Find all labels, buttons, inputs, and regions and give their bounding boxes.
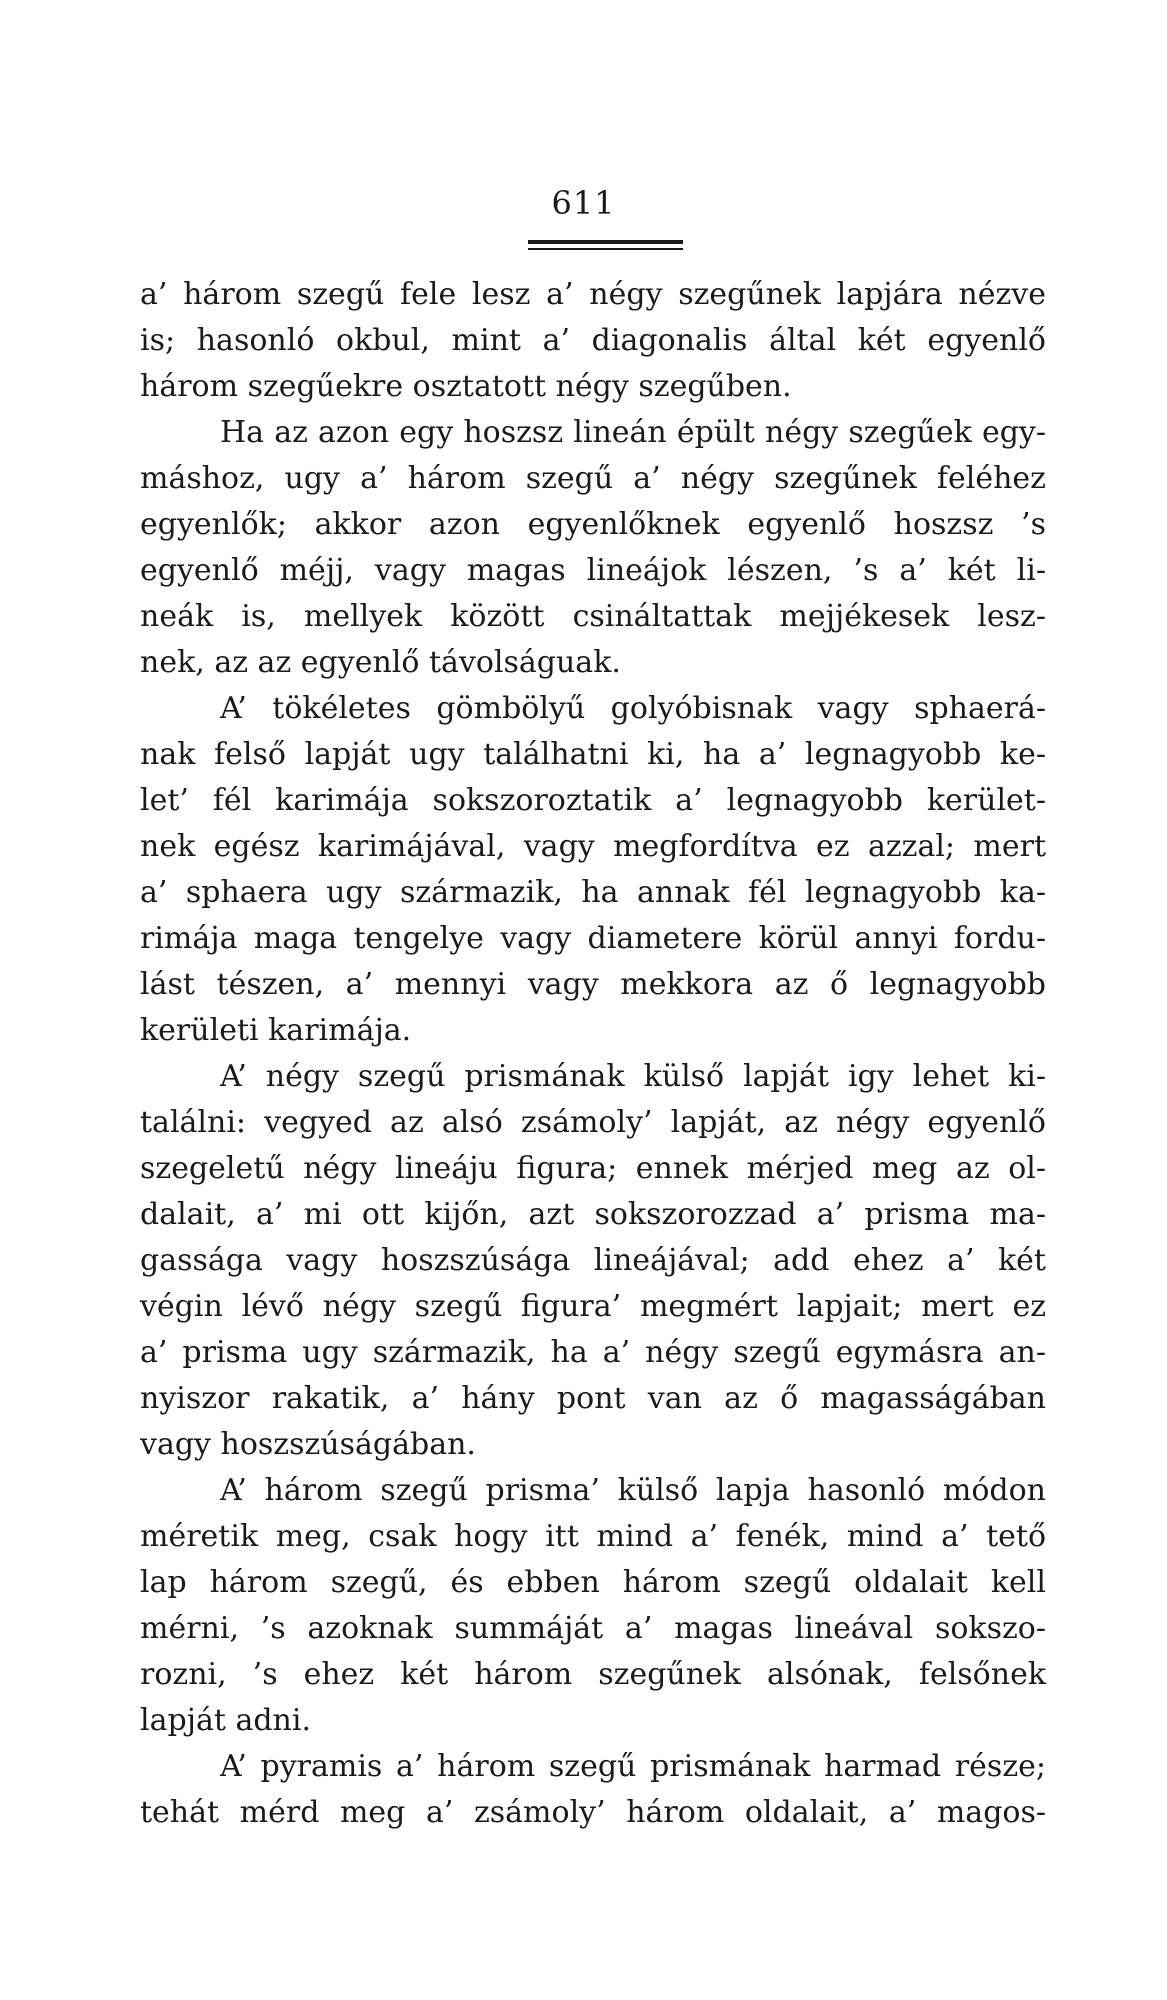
text-line: dalait, a’ mi ott kijőn, azt sokszorozzad a’ prisma ma- [140, 1197, 1046, 1232]
text-line: máshoz, ugy a’ három szegű a’ négy szegűnek feléhez [140, 461, 1046, 496]
body-text [140, 272, 1046, 1836]
text-line: lap három szegű, és ebben három szegű oldalait kell [140, 1565, 1046, 1600]
text-line: nyiszor rakatik, a’ hány pont van az ő magasságában [140, 1381, 1046, 1416]
text-line: lapját adni. [140, 1703, 312, 1738]
text-line: egyenlők; akkor azon egyenlőknek egyenlő hoszsz ’s [140, 507, 1046, 542]
text-line: rozni, ’s ehez két három szegűnek alsónak, felsőnek [140, 1657, 1046, 1692]
text-line: kerületi karimája. [140, 1013, 412, 1048]
text-line: egyenlő méjj, vagy magas lineájok lészen, ’s a’ két li- [140, 553, 1046, 588]
header-rule-thick [528, 240, 683, 244]
text-line: vagy hoszszúságában. [140, 1427, 476, 1462]
header-rule-thin [528, 248, 683, 250]
text-line: let’ fél karimája sokszoroztatik a’ legnagyobb kerület- [140, 783, 1046, 818]
text-line: A’ három szegű prisma’ külső lapja hasonló módon [220, 1473, 1046, 1508]
text-line: neák is, mellyek között csináltattak mejjékesek lesz- [140, 599, 1046, 634]
text-line: a’ sphaera ugy származik, ha annak fél legnagyobb ka- [140, 875, 1046, 910]
text-line: rimája maga tengelye vagy diametere körül annyi fordu- [140, 921, 1046, 956]
text-line: a’ három szegű fele lesz a’ négy szegűnek lapjára nézve [140, 277, 1046, 312]
page-number: 611 [551, 184, 616, 222]
text-line: mérni, ’s azoknak summáját a’ magas lineával sokszo- [140, 1611, 1046, 1646]
text-line: is; hasonló okbul, mint a’ diagonalis által két egyenlő [140, 323, 1046, 358]
text-line: méretik meg, csak hogy itt mind a’ fenék, mind a’ tető [140, 1519, 1046, 1554]
text-line: A’ négy szegű prismának külső lapját igy lehet ki- [220, 1059, 1046, 1094]
text-line: szegeletű négy lineáju figura; ennek mérjed meg az ol- [140, 1151, 1046, 1186]
text-line: nak felső lapját ugy találhatni ki, ha a’ legnagyobb ke- [140, 737, 1046, 772]
text-line: A’ tökéletes gömbölyű golyóbisnak vagy sphaerá- [220, 691, 1046, 726]
text-line: gassága vagy hoszszúsága lineájával; add ehez a’ két [140, 1243, 1046, 1278]
text-line: a’ prisma ugy származik, ha a’ négy szegű egymásra an- [140, 1335, 1046, 1370]
text-line: Ha az azon egy hoszsz lineán épült négy szegűek egy- [220, 415, 1046, 450]
text-line: találni: vegyed az alsó zsámoly’ lapját, az négy egyenlő [140, 1105, 1046, 1140]
text-line: tehát mérd meg a’ zsámoly’ három oldalait, a’ magos- [140, 1795, 1046, 1830]
text-line: végin lévő négy szegű figura’ megmért lapjait; mert ez [140, 1289, 1046, 1324]
text-line: nek egész karimájával, vagy megfordítva ez azzal; mert [140, 829, 1046, 864]
text-line: három szegűekre osztatott négy szegűben. [140, 369, 792, 404]
text-line: A’ pyramis a’ három szegű prismának harmad része; [220, 1749, 1046, 1784]
text-line: lást tészen, a’ mennyi vagy mekkora az ő legnagyobb [140, 967, 1046, 1002]
text-line: nek, az az egyenlő távolságuak. [140, 645, 621, 680]
